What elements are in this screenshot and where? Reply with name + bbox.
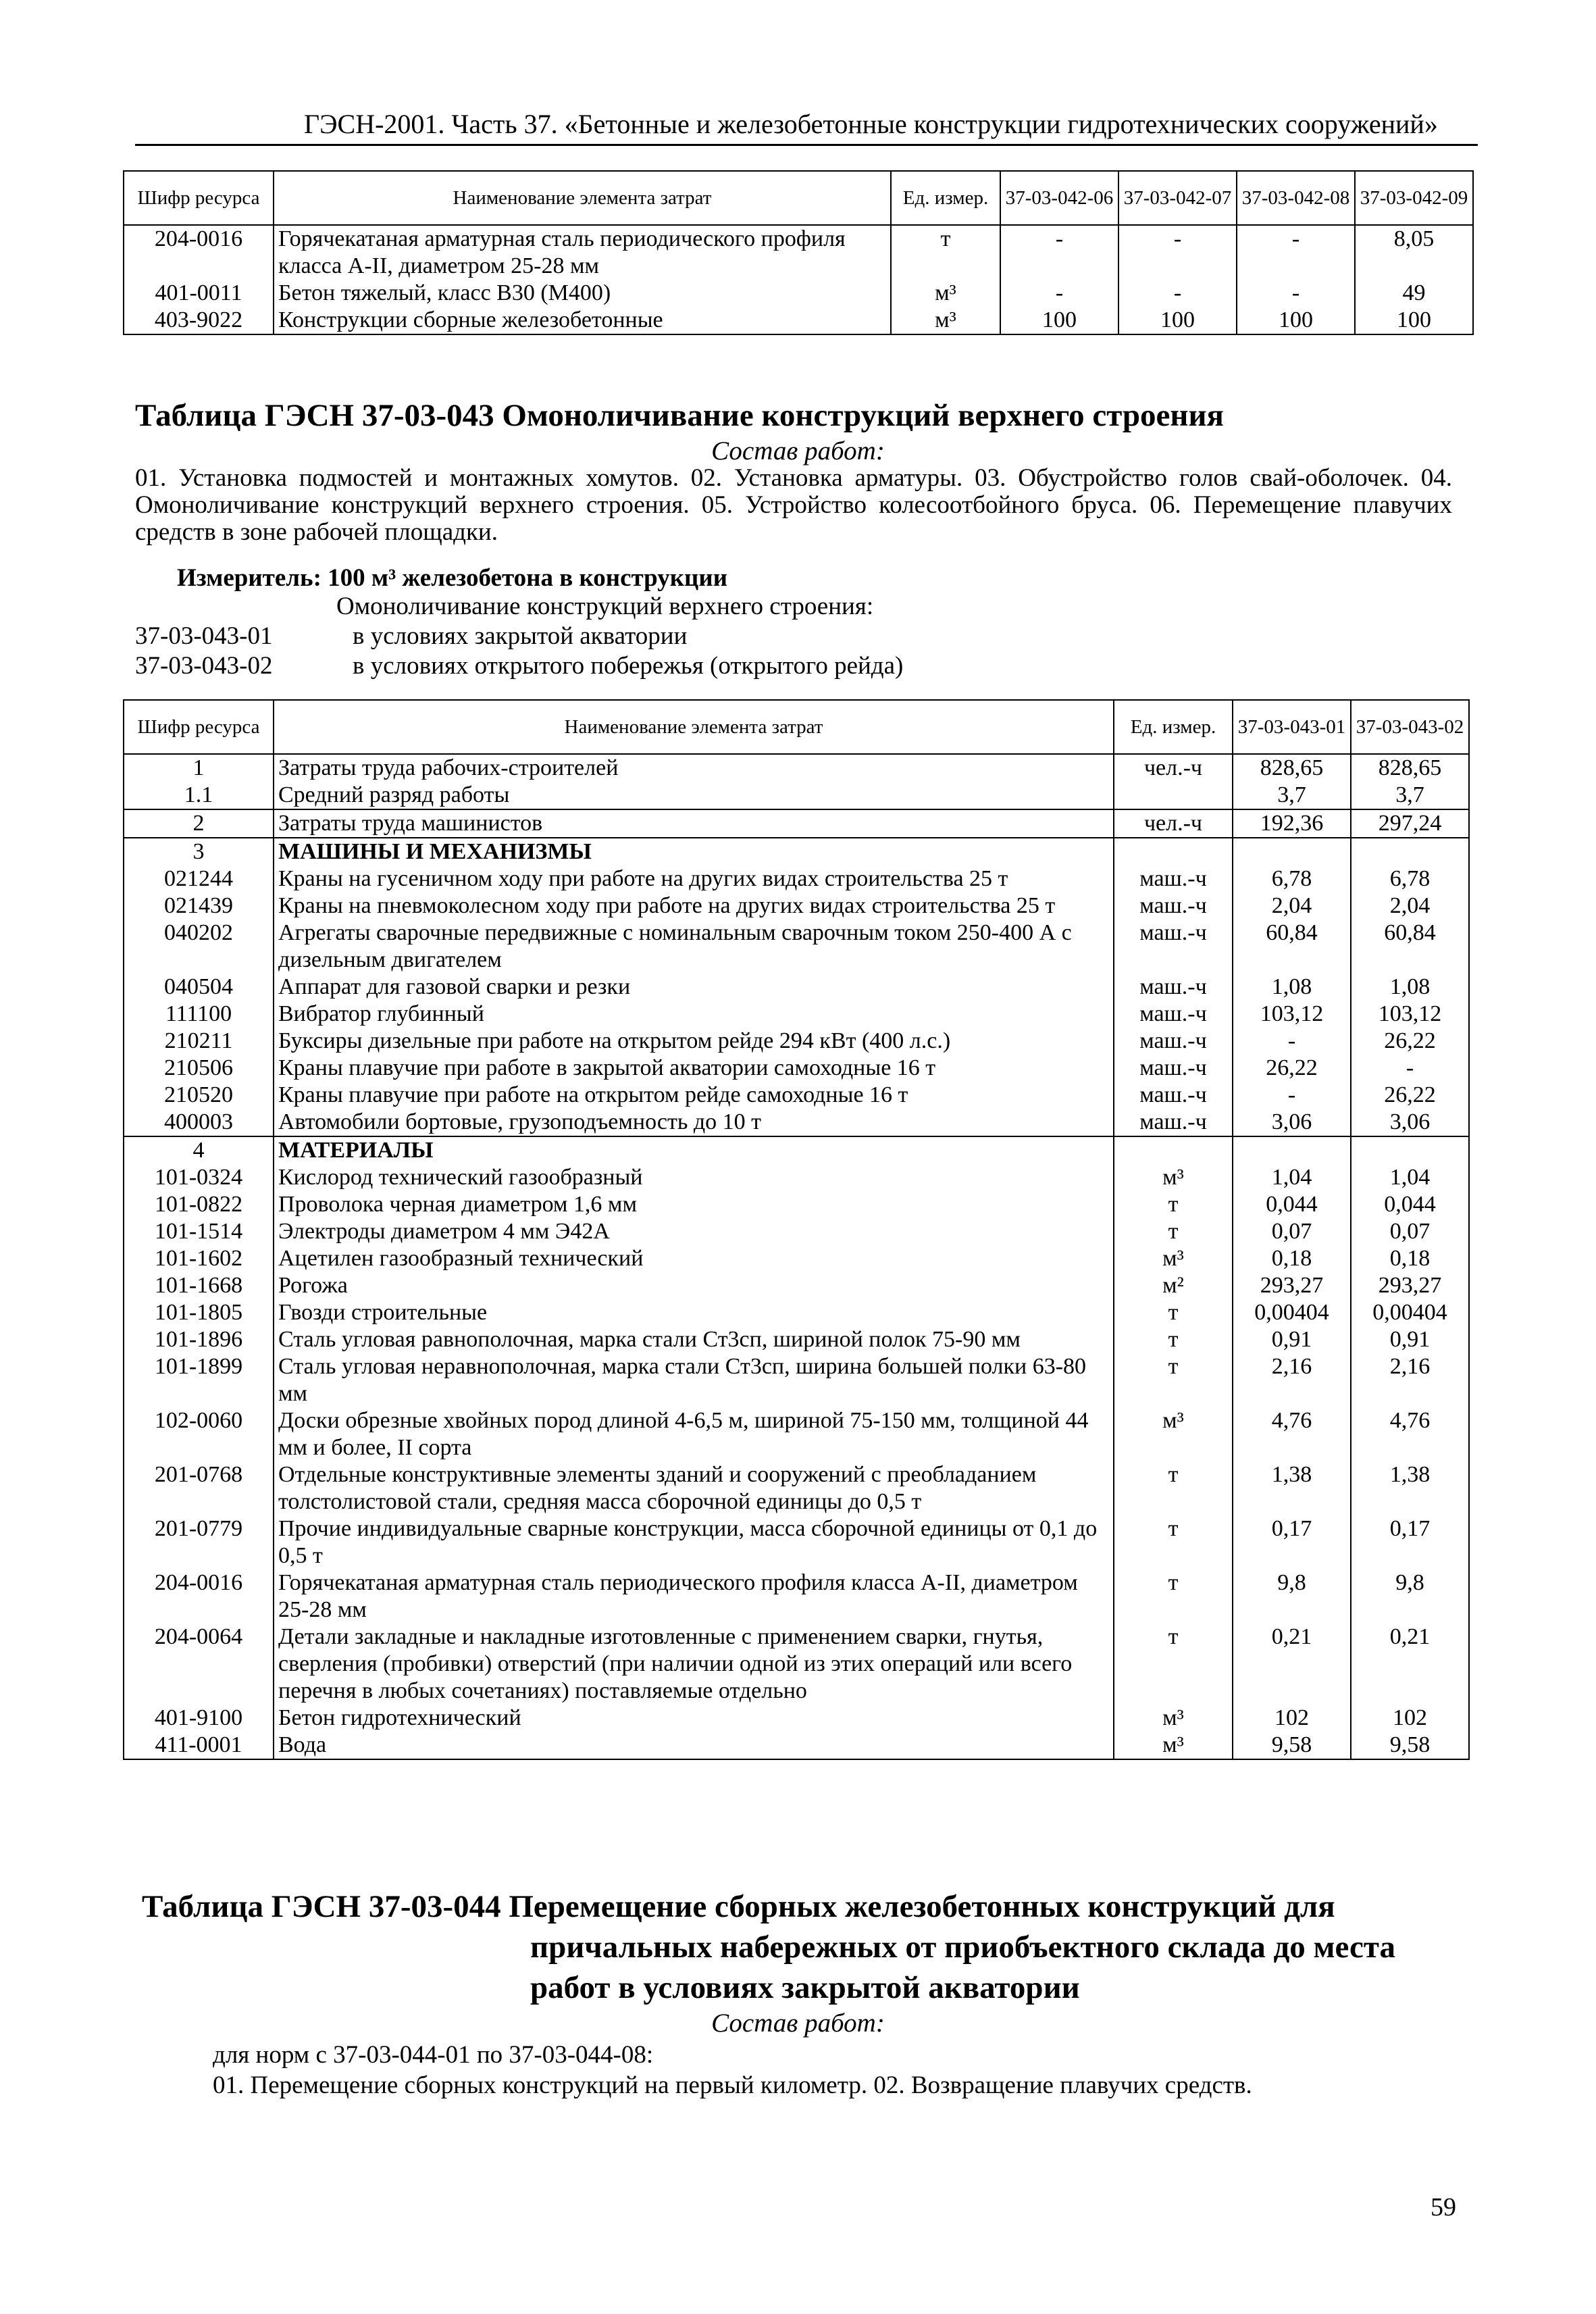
resource-code: 401-0011 xyxy=(124,280,274,307)
resource-name: Горячекатаная арматурная сталь периодического профиля класса А-II, диаметром 25-28 мм xyxy=(274,1569,1114,1624)
norm-value: - xyxy=(1233,1028,1351,1055)
resource-name: Сталь угловая неравнополочная, марка стали Ст3сп, ширина большей полки 63-80 мм xyxy=(274,1353,1114,1407)
norm-value: 0,07 xyxy=(1351,1218,1469,1245)
table-row xyxy=(124,754,1469,782)
norm-value xyxy=(1233,1136,1351,1164)
table-row xyxy=(124,1407,1469,1461)
col-header-norm: 37-03-042-06 xyxy=(1000,171,1118,225)
unit: маш.-ч xyxy=(1114,974,1233,1001)
work-composition-text: 01. Установка подмостей и монтажных хомутов. 02. Установка арматуры. 03. Обустройство голов свай-оболочек. 04. Омоноличивание конструкций верхнего строения. 05. Устройство колесоотбойного бруса. 06. Перемещение плавучих средств в зоне рабочей площадки. xyxy=(135,464,1452,546)
resource-code: 101-1805 xyxy=(124,1299,274,1326)
resource-code: 204-0016 xyxy=(124,225,274,280)
resource-code: 021244 xyxy=(124,865,274,892)
resource-name: Доски обрезные хвойных пород длиной 4-6,5 м, шириной 75-150 мм, толщиной 44 мм и более, II сорта xyxy=(274,1407,1114,1461)
norm-value: 102 xyxy=(1233,1705,1351,1732)
table-row xyxy=(124,1569,1469,1624)
header-rule xyxy=(135,144,1478,146)
col-header-norm: 37-03-043-01 xyxy=(1233,700,1351,754)
table-row xyxy=(124,1028,1469,1055)
resource-name: Бетон тяжелый, класс В30 (М400) xyxy=(274,280,891,307)
table-row xyxy=(124,1191,1469,1218)
norm-value: - xyxy=(1233,1082,1351,1109)
resource-name: Аппарат для газовой сварки и резки xyxy=(274,974,1114,1001)
resource-code: 2 xyxy=(124,809,274,838)
unit: маш.-ч xyxy=(1114,1082,1233,1109)
page-number: 59 xyxy=(1431,2193,1456,2221)
resource-name: Средний разряд работы xyxy=(274,782,1114,809)
unit: маш.-ч xyxy=(1114,1028,1233,1055)
unit: т xyxy=(1114,1218,1233,1245)
resource-name: Затраты труда рабочих-строителей xyxy=(274,754,1114,782)
norm-value: 0,91 xyxy=(1233,1326,1351,1353)
norm-value: 8,05 xyxy=(1355,225,1473,280)
unit: м³ xyxy=(1114,1407,1233,1461)
resource-name: Агрегаты сварочные передвижные с номинальным сварочным током 250-400 А с дизельным двигателем xyxy=(274,920,1114,974)
norm-value: 2,16 xyxy=(1351,1353,1469,1407)
norm-value: 0,044 xyxy=(1351,1191,1469,1218)
norm-code: 37-03-043-02 xyxy=(135,652,273,680)
norm-value: 0,18 xyxy=(1233,1245,1351,1272)
unit: т xyxy=(1114,1461,1233,1515)
resource-code: 210211 xyxy=(124,1028,274,1055)
table-row xyxy=(124,865,1469,892)
table-row xyxy=(124,1272,1469,1299)
norm-value: 26,22 xyxy=(1351,1028,1469,1055)
resource-code: 201-0779 xyxy=(124,1515,274,1569)
col-header-code: Шифр ресурса xyxy=(124,171,274,225)
table-043-title: Таблица ГЭСН 37-03-043 Омоноличивание конструкций верхнего строения xyxy=(135,398,1224,433)
norm-value: 100 xyxy=(1000,307,1118,334)
table-row xyxy=(124,1164,1469,1191)
resource-name: Краны плавучие при работе на открытом рейде самоходные 16 т xyxy=(274,1082,1114,1109)
norm-value: 828,65 xyxy=(1351,754,1469,782)
resource-name: Буксиры дизельные при работе на открытом рейде 294 кВт (400 л.с.) xyxy=(274,1028,1114,1055)
table-row xyxy=(124,307,1473,334)
norm-value: 1,38 xyxy=(1351,1461,1469,1515)
resource-code: 210506 xyxy=(124,1055,274,1082)
norm-value: 2,16 xyxy=(1233,1353,1351,1407)
section-name: МАШИНЫ И МЕХАНИЗМЫ xyxy=(274,838,1114,865)
resource-name: Гвозди строительные xyxy=(274,1299,1114,1326)
work-composition-label: Состав работ: xyxy=(711,2009,885,2038)
norm-value: 103,12 xyxy=(1233,1001,1351,1028)
table-row xyxy=(124,892,1469,920)
norm-value xyxy=(1351,838,1469,865)
norm-value: 1,04 xyxy=(1351,1164,1469,1191)
col-header-code: Шифр ресурса xyxy=(124,700,274,754)
resource-name: Краны на пневмоколесном ходу при работе на других видах строительства 25 т xyxy=(274,892,1114,920)
unit: маш.-ч xyxy=(1114,1055,1233,1082)
norm-desc: в условиях открытого побережья (открытого рейда) xyxy=(353,652,904,680)
resource-code: 400003 xyxy=(124,1109,274,1136)
unit: т xyxy=(1114,1299,1233,1326)
resource-name: Горячекатаная арматурная сталь периодического профиля класса А-II, диаметром 25-28 мм xyxy=(274,225,891,280)
norm-value: - xyxy=(1118,280,1237,307)
resource-name: Электроды диаметром 4 мм Э42А xyxy=(274,1218,1114,1245)
unit: м³ xyxy=(891,307,1000,334)
table-row xyxy=(124,782,1469,809)
col-header-norm: 37-03-042-08 xyxy=(1237,171,1355,225)
resource-code: 040202 xyxy=(124,920,274,974)
norm-value: - xyxy=(1351,1055,1469,1082)
norm-value: - xyxy=(1000,225,1118,280)
resource-code: 101-0822 xyxy=(124,1191,274,1218)
unit: т xyxy=(1114,1515,1233,1569)
resource-name: Отдельные конструктивные элементы зданий и сооружений с преобладанием толстолистовой стали, средняя масса сборочной единицы до 0,5 т xyxy=(274,1461,1114,1515)
table-row xyxy=(124,1353,1469,1407)
table-row xyxy=(124,1515,1469,1569)
norm-value: 102 xyxy=(1351,1705,1469,1732)
resource-code: 1.1 xyxy=(124,782,274,809)
unit: маш.-ч xyxy=(1114,920,1233,974)
unit: м³ xyxy=(1114,1705,1233,1732)
unit: т xyxy=(1114,1326,1233,1353)
section-name: МАТЕРИАЛЫ xyxy=(274,1136,1114,1164)
unit: м³ xyxy=(891,280,1000,307)
norm-value: - xyxy=(1237,225,1355,280)
resource-name: Краны на гусеничном ходу при работе на других видах строительства 25 т xyxy=(274,865,1114,892)
unit xyxy=(1114,782,1233,809)
resource-code: 201-0768 xyxy=(124,1461,274,1515)
unit: чел.-ч xyxy=(1114,809,1233,838)
norm-value: 3,7 xyxy=(1351,782,1469,809)
unit: м³ xyxy=(1114,1245,1233,1272)
resource-code: 411-0001 xyxy=(124,1732,274,1759)
norm-code: 37-03-043-01 xyxy=(135,622,273,650)
norm-value: 0,21 xyxy=(1233,1624,1351,1705)
col-header-norm: 37-03-042-07 xyxy=(1118,171,1237,225)
resource-code: 403-9022 xyxy=(124,307,274,334)
resource-code: 102-0060 xyxy=(124,1407,274,1461)
measure-unit: Измеритель: 100 м³ железобетона в конструкции xyxy=(177,564,728,592)
resource-name: Детали закладные и накладные изготовленные с применением сварки, гнутья, сверления (пробивки) отверстий (при наличии одной из этих операций или всего перечня в любых сочетаниях) поставляемые отдельно xyxy=(274,1624,1114,1705)
resource-code: 204-0016 xyxy=(124,1569,274,1624)
resource-name: Автомобили бортовые, грузоподъемность до 10 т xyxy=(274,1109,1114,1136)
unit: м² xyxy=(1114,1272,1233,1299)
norm-value: 0,044 xyxy=(1233,1191,1351,1218)
resource-code: 3 xyxy=(124,838,274,865)
norm-value: 0,07 xyxy=(1233,1218,1351,1245)
unit: т xyxy=(1114,1191,1233,1218)
unit: маш.-ч xyxy=(1114,865,1233,892)
table-042 xyxy=(123,170,1474,335)
norm-value: - xyxy=(1118,225,1237,280)
table-row xyxy=(124,1082,1469,1109)
table-row xyxy=(124,1299,1469,1326)
resource-code: 021439 xyxy=(124,892,274,920)
table-row xyxy=(124,1705,1469,1732)
norm-value: 293,27 xyxy=(1233,1272,1351,1299)
table-row xyxy=(124,225,1473,280)
norm-value: 1,38 xyxy=(1233,1461,1351,1515)
resource-name: Конструкции сборные железобетонные xyxy=(274,307,891,334)
resource-name: Проволока черная диаметром 1,6 мм xyxy=(274,1191,1114,1218)
resource-name: Ацетилен газообразный технический xyxy=(274,1245,1114,1272)
table-row xyxy=(124,1624,1469,1705)
norm-value: 297,24 xyxy=(1351,809,1469,838)
norm-value: 0,91 xyxy=(1351,1326,1469,1353)
table-row xyxy=(124,974,1469,1001)
norm-value xyxy=(1233,838,1351,865)
unit: т xyxy=(1114,1569,1233,1624)
norm-value: 26,22 xyxy=(1351,1082,1469,1109)
table-row xyxy=(124,920,1469,974)
col-header-name: Наименование элемента затрат xyxy=(274,171,891,225)
resource-name: Вода xyxy=(274,1732,1114,1759)
norm-value: 4,76 xyxy=(1351,1407,1469,1461)
table-row xyxy=(124,809,1469,838)
norm-value: 192,36 xyxy=(1233,809,1351,838)
norm-value: 293,27 xyxy=(1351,1272,1469,1299)
resource-name: Краны плавучие при работе в закрытой акватории самоходные 16 т xyxy=(274,1055,1114,1082)
norm-value: 3,06 xyxy=(1351,1109,1469,1136)
resource-code: 101-1602 xyxy=(124,1245,274,1272)
unit: м³ xyxy=(1114,1732,1233,1759)
norm-value: 0,18 xyxy=(1351,1245,1469,1272)
norm-value: 9,8 xyxy=(1233,1569,1351,1624)
norm-value: 49 xyxy=(1355,280,1473,307)
resource-name: Вибратор глубинный xyxy=(274,1001,1114,1028)
resource-code: 101-0324 xyxy=(124,1164,274,1191)
norm-value: 1,08 xyxy=(1351,974,1469,1001)
resource-name: Бетон гидротехнический xyxy=(274,1705,1114,1732)
resource-code: 101-1899 xyxy=(124,1353,274,1407)
resource-code: 101-1668 xyxy=(124,1272,274,1299)
col-header-norm: 37-03-042-09 xyxy=(1355,171,1473,225)
norm-value: 2,04 xyxy=(1351,892,1469,920)
resource-name: Сталь угловая равнополочная, марка стали Ст3сп, шириной полок 75-90 мм xyxy=(274,1326,1114,1353)
running-header: ГЭСН-2001. Часть 37. «Бетонные и железобетонные конструкции гидротехнических сооружений» xyxy=(304,109,1438,139)
unit: м³ xyxy=(1114,1164,1233,1191)
unit: чел.-ч xyxy=(1114,754,1233,782)
norm-value: 60,84 xyxy=(1351,920,1469,974)
norm-value: 2,04 xyxy=(1233,892,1351,920)
table-044-title-line3: работ в условиях закрытой акватории xyxy=(530,1970,1080,2005)
resource-name: Кислород технический газообразный xyxy=(274,1164,1114,1191)
resource-code: 040504 xyxy=(124,974,274,1001)
norms-scope: для норм с 37-03-044-01 по 37-03-044-08: xyxy=(213,2041,654,2069)
norm-value: 0,00404 xyxy=(1233,1299,1351,1326)
norm-value: 3,7 xyxy=(1233,782,1351,809)
resource-code: 101-1514 xyxy=(124,1218,274,1245)
norm-value: 1,04 xyxy=(1233,1164,1351,1191)
unit: маш.-ч xyxy=(1114,1109,1233,1136)
table-row xyxy=(124,1732,1469,1759)
norm-desc: в условиях закрытой акватории xyxy=(353,622,688,650)
table-row xyxy=(124,1326,1469,1353)
norm-value: 0,00404 xyxy=(1351,1299,1469,1326)
norm-value: 6,78 xyxy=(1233,865,1351,892)
norm-value: 828,65 xyxy=(1233,754,1351,782)
norm-value: 9,58 xyxy=(1233,1732,1351,1759)
norm-value xyxy=(1351,1136,1469,1164)
table-044-title-line1: Таблица ГЭСН 37-03-044 Перемещение сборных железобетонных конструкций для xyxy=(142,1889,1335,1924)
norm-value: 0,17 xyxy=(1233,1515,1351,1569)
norm-value: 1,08 xyxy=(1233,974,1351,1001)
norm-value: 100 xyxy=(1118,307,1237,334)
norm-value: - xyxy=(1000,280,1118,307)
table-044-title-line2: причальных набережных от приобъектного склада до места xyxy=(530,1930,1396,1965)
norm-value: 100 xyxy=(1237,307,1355,334)
col-header-name: Наименование элемента затрат xyxy=(274,700,1114,754)
col-header-norm: 37-03-043-02 xyxy=(1351,700,1469,754)
unit: т xyxy=(891,225,1000,280)
resource-name: Рогожа xyxy=(274,1272,1114,1299)
work-composition-label: Состав работ: xyxy=(711,436,885,466)
norm-value: 3,06 xyxy=(1233,1109,1351,1136)
table-row xyxy=(124,1461,1469,1515)
resource-name: Прочие индивидуальные сварные конструкции, масса сборочной единицы от 0,1 до 0,5 т xyxy=(274,1515,1114,1569)
resource-code: 4 xyxy=(124,1136,274,1164)
norm-value: - xyxy=(1237,280,1355,307)
col-header-unit: Ед. измер. xyxy=(1114,700,1233,754)
norm-value: 6,78 xyxy=(1351,865,1469,892)
resource-code: 204-0064 xyxy=(124,1624,274,1705)
unit: маш.-ч xyxy=(1114,1001,1233,1028)
unit xyxy=(1114,838,1233,865)
unit: т xyxy=(1114,1624,1233,1705)
unit: т xyxy=(1114,1353,1233,1407)
resource-code: 401-9100 xyxy=(124,1705,274,1732)
norm-value: 60,84 xyxy=(1233,920,1351,974)
norm-value: 4,76 xyxy=(1233,1407,1351,1461)
norm-value: 26,22 xyxy=(1233,1055,1351,1082)
norm-value: 9,58 xyxy=(1351,1732,1469,1759)
table-row xyxy=(124,1136,1469,1164)
table-row xyxy=(124,1109,1469,1136)
table-row xyxy=(124,1218,1469,1245)
table-row xyxy=(124,1001,1469,1028)
table-row xyxy=(124,280,1473,307)
unit xyxy=(1114,1136,1233,1164)
norm-value: 100 xyxy=(1355,307,1473,334)
norm-value: 0,17 xyxy=(1351,1515,1469,1569)
table-row xyxy=(124,838,1469,865)
work-composition-text: 01. Перемещение сборных конструкций на первый километр. 02. Возвращение плавучих средств. xyxy=(213,2071,1252,2099)
table-043 xyxy=(123,699,1470,1760)
resource-name: Затраты труда машинистов xyxy=(274,809,1114,838)
resource-code: 111100 xyxy=(124,1001,274,1028)
norms-subtitle: Омоноличивание конструкций верхнего строения: xyxy=(336,593,874,620)
table-row xyxy=(124,1245,1469,1272)
resource-code: 101-1896 xyxy=(124,1326,274,1353)
unit: маш.-ч xyxy=(1114,892,1233,920)
norm-value: 0,21 xyxy=(1351,1624,1469,1705)
resource-code: 1 xyxy=(124,754,274,782)
resource-code: 210520 xyxy=(124,1082,274,1109)
col-header-unit: Ед. измер. xyxy=(891,171,1000,225)
norm-value: 103,12 xyxy=(1351,1001,1469,1028)
table-row xyxy=(124,1055,1469,1082)
norm-value: 9,8 xyxy=(1351,1569,1469,1624)
